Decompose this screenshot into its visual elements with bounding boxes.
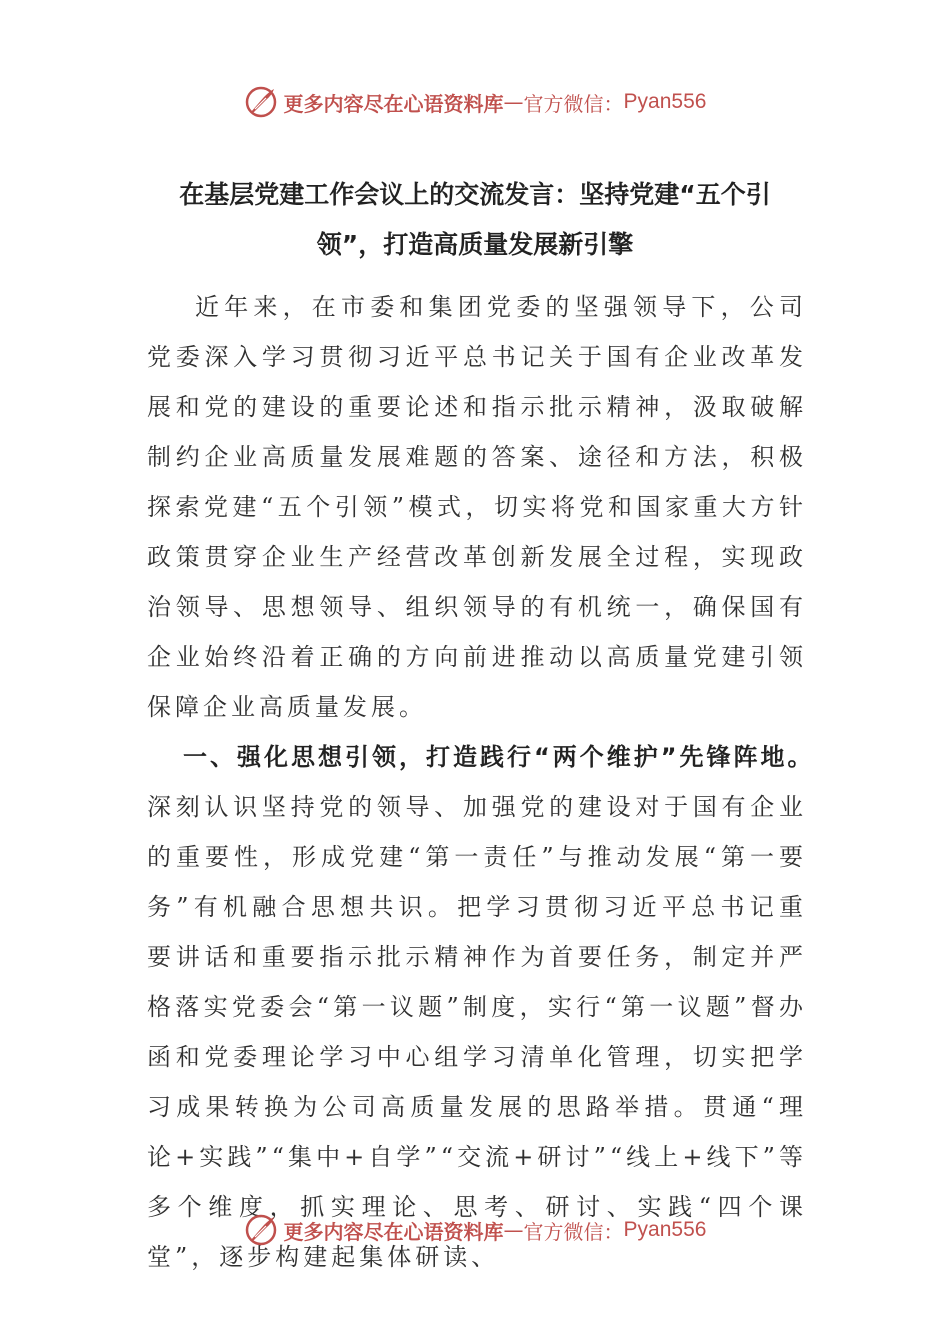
banner-separator: — (503, 90, 524, 114)
banner-wechat-id: Pyan556 (623, 90, 707, 113)
quill-pen-icon (244, 1213, 278, 1247)
banner-main-text: 更多内容尽在心语资料库 (283, 91, 504, 116)
document-body (147, 282, 815, 1282)
banner-wechat-label: 官方微信： (523, 91, 624, 116)
banner-separator: — (503, 1218, 524, 1242)
section-1-paragraph: 深刻认识坚持党的领导、加强党的建设对于国有企业的重要性，形成党建“第一责任”与推动发展“第一要务”有机融合思想共识。把学习贯彻习近平总书记重要讲话和重要指示批示精神作为首要任务，制定并严格落实党委会“第一议题”制度，实行“第一议题”督办函和党委理论学习中心组学习清单化管理，切实把学习成果转换为公司高质量发展的思路举措。贯通“理论+实践”“集中+自学”“交流+研讨”“线上+线下”等多个维度，抓实理论、思考、研讨、实践“四个课堂”，逐步构建起集体研读、 (147, 793, 807, 1271)
title-line-1: 在基层党建工作会议上的交流发言：坚持党建“五个引 (179, 180, 771, 209)
quill-pen-icon (244, 85, 278, 119)
intro-paragraph: 近年来，在市委和集团党委的坚强领导下，公司党委深入学习贯彻习近平总书记关于国有企业改革发展和党的建设的重要论述和指示批示精神，汲取破解制约企业高质量发展难题的答案、途径和方法，积极探索党建“五个引领”模式，切实将党和国家重大方针政策贯穿企业生产经营改革创新发展全过程，实现政治领导、思想领导、组织领导的有机统一，确保国有企业始终沿着正确的方向前进推动以高质量党建引领保障企业高质量发展。 (147, 293, 807, 721)
banner-main-text: 更多内容尽在心语资料库 (283, 1219, 504, 1244)
banner-wechat-id: Pyan556 (623, 1218, 707, 1241)
header-banner (0, 82, 950, 122)
footer-banner (0, 1210, 950, 1250)
document-title (145, 170, 805, 270)
title-line-2: 领”，打造高质量发展新引擎 (316, 230, 634, 259)
banner-wechat-label: 官方微信： (523, 1219, 624, 1244)
section-1-heading: 一、强化思想引领，打造践行“两个维护”先锋阵地。 (183, 743, 815, 771)
